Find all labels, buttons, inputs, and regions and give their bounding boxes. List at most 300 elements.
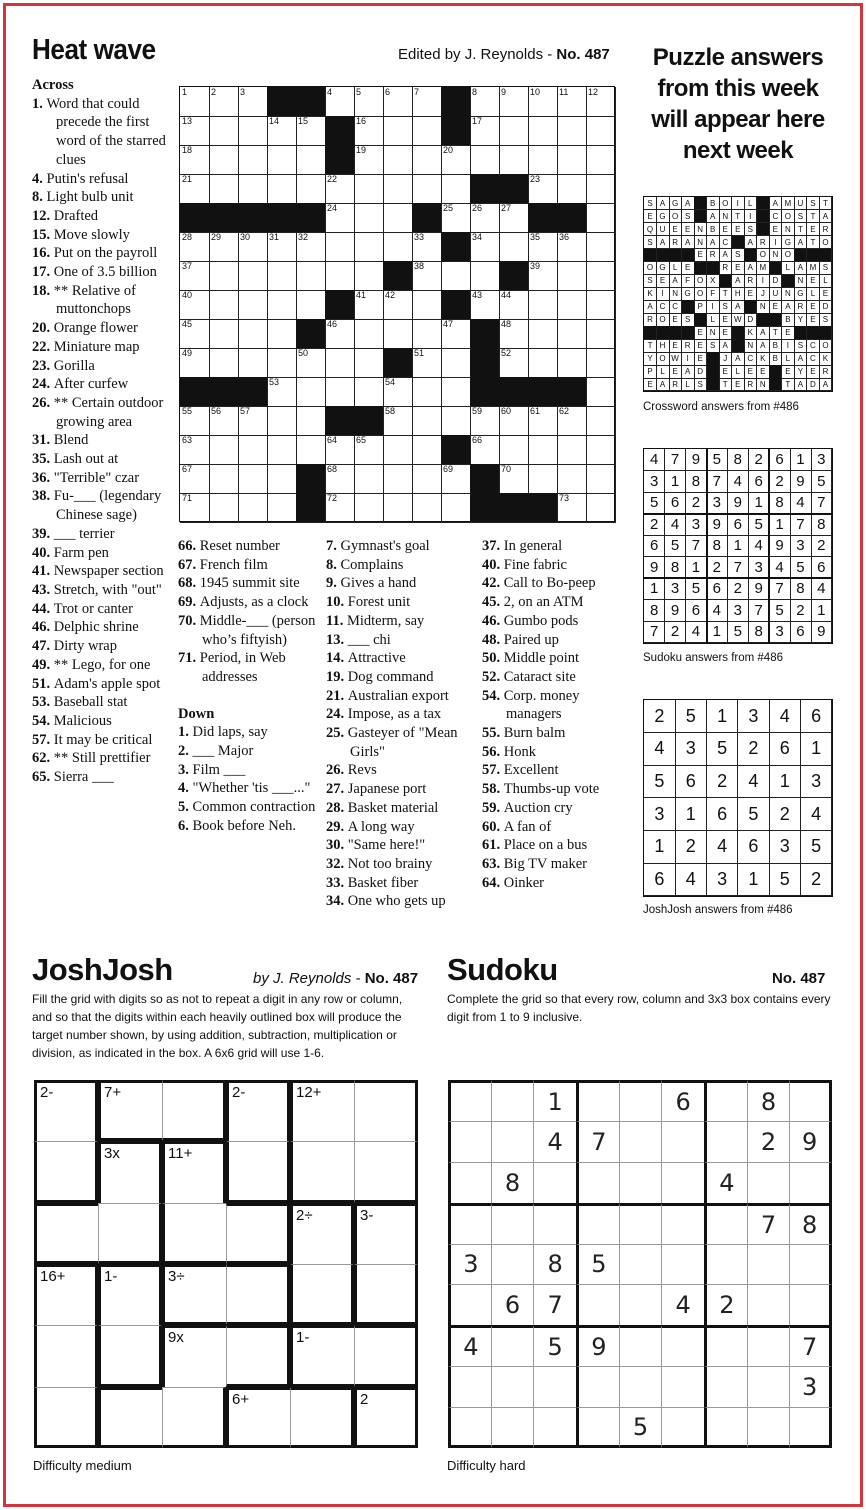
sudoku-cell[interactable] [747, 1325, 790, 1366]
crossword-cell[interactable] [528, 290, 558, 320]
crossword-cell[interactable] [238, 406, 268, 436]
crossword-cell[interactable] [267, 145, 297, 175]
sudoku-cell[interactable] [491, 1203, 534, 1244]
sudoku-cell[interactable] [661, 1366, 704, 1407]
crossword-cell[interactable] [412, 261, 442, 291]
sudoku-cell[interactable] [576, 1366, 619, 1407]
crossword-cell[interactable] [325, 174, 355, 204]
crossword-cell[interactable] [586, 493, 616, 523]
sudoku-cell[interactable] [704, 1121, 747, 1162]
sudoku-cell[interactable] [704, 1080, 747, 1121]
sudoku-cell[interactable]: 1 [533, 1080, 576, 1121]
crossword-cell[interactable] [499, 290, 529, 320]
sudoku-cell[interactable] [619, 1366, 662, 1407]
crossword-cell[interactable] [180, 261, 210, 291]
joshjosh-cell[interactable] [98, 1080, 162, 1141]
crossword-cell[interactable] [470, 435, 500, 465]
crossword-cell[interactable] [354, 174, 384, 204]
joshjosh-cell[interactable] [162, 1325, 226, 1386]
crossword-cell[interactable] [499, 435, 529, 465]
sudoku-cell[interactable] [619, 1162, 662, 1203]
joshjosh-cell[interactable] [226, 1141, 290, 1202]
crossword-cell[interactable] [441, 174, 471, 204]
sudoku-cell[interactable] [576, 1203, 619, 1244]
crossword-cell[interactable] [325, 232, 355, 262]
crossword-cell[interactable] [470, 87, 500, 117]
crossword-cell[interactable] [296, 435, 326, 465]
crossword-cell[interactable] [441, 348, 471, 378]
joshjosh-cell[interactable] [34, 1080, 98, 1141]
crossword-cell[interactable] [470, 261, 500, 291]
sudoku-cell[interactable]: 7 [747, 1203, 790, 1244]
crossword-cell[interactable] [238, 493, 268, 523]
crossword-cell[interactable] [267, 406, 297, 436]
crossword-cell[interactable] [209, 87, 239, 117]
crossword-cell[interactable] [383, 290, 413, 320]
crossword-cell[interactable] [383, 145, 413, 175]
joshjosh-cell[interactable] [162, 1387, 226, 1448]
crossword-cell[interactable] [238, 348, 268, 378]
sudoku-cell[interactable]: 5 [533, 1325, 576, 1366]
crossword-cell[interactable] [528, 116, 558, 146]
sudoku-cell[interactable] [448, 1121, 491, 1162]
sudoku-cell[interactable] [533, 1407, 576, 1448]
sudoku-cell[interactable] [619, 1284, 662, 1325]
crossword-cell[interactable] [412, 87, 442, 117]
crossword-cell[interactable] [325, 261, 355, 291]
crossword-cell[interactable] [180, 493, 210, 523]
crossword-cell[interactable] [557, 406, 587, 436]
crossword-cell[interactable] [325, 319, 355, 349]
crossword-cell[interactable] [267, 261, 297, 291]
crossword-cell[interactable] [325, 493, 355, 523]
crossword-cell[interactable] [180, 348, 210, 378]
sudoku-cell[interactable]: 4 [533, 1121, 576, 1162]
crossword-cell[interactable] [528, 464, 558, 494]
crossword-cell[interactable] [354, 290, 384, 320]
sudoku-cell[interactable] [789, 1244, 832, 1285]
crossword-cell[interactable] [586, 203, 616, 233]
joshjosh-cell[interactable] [354, 1141, 418, 1202]
crossword-cell[interactable] [209, 290, 239, 320]
crossword-cell[interactable] [383, 319, 413, 349]
joshjosh-cell[interactable] [162, 1080, 226, 1141]
crossword-cell[interactable] [557, 464, 587, 494]
crossword-grid[interactable] [179, 86, 615, 522]
crossword-cell[interactable] [412, 145, 442, 175]
sudoku-cell[interactable] [619, 1203, 662, 1244]
crossword-cell[interactable] [499, 348, 529, 378]
sudoku-cell[interactable] [491, 1325, 534, 1366]
sudoku-cell[interactable]: 4 [448, 1325, 491, 1366]
crossword-cell[interactable] [296, 290, 326, 320]
crossword-cell[interactable] [586, 290, 616, 320]
sudoku-cell[interactable] [576, 1162, 619, 1203]
crossword-cell[interactable] [557, 174, 587, 204]
crossword-cell[interactable] [354, 348, 384, 378]
crossword-cell[interactable] [499, 232, 529, 262]
sudoku-cell[interactable] [448, 1284, 491, 1325]
sudoku-cell[interactable] [661, 1244, 704, 1285]
crossword-cell[interactable] [354, 319, 384, 349]
crossword-cell[interactable] [470, 116, 500, 146]
sudoku-cell[interactable]: 7 [576, 1121, 619, 1162]
sudoku-cell[interactable] [789, 1080, 832, 1121]
sudoku-cell[interactable] [661, 1407, 704, 1448]
sudoku-cell[interactable] [576, 1284, 619, 1325]
sudoku-cell[interactable] [619, 1244, 662, 1285]
sudoku-cell[interactable] [747, 1244, 790, 1285]
sudoku-cell[interactable] [704, 1244, 747, 1285]
sudoku-cell[interactable]: 8 [491, 1162, 534, 1203]
sudoku-cell[interactable]: 6 [491, 1284, 534, 1325]
sudoku-cell[interactable] [661, 1325, 704, 1366]
crossword-cell[interactable] [238, 319, 268, 349]
crossword-cell[interactable] [180, 174, 210, 204]
crossword-cell[interactable] [209, 435, 239, 465]
crossword-cell[interactable] [441, 464, 471, 494]
crossword-cell[interactable] [586, 435, 616, 465]
crossword-cell[interactable] [470, 232, 500, 262]
sudoku-cell[interactable] [491, 1121, 534, 1162]
crossword-cell[interactable] [383, 406, 413, 436]
joshjosh-cell[interactable] [226, 1080, 290, 1141]
crossword-cell[interactable] [209, 464, 239, 494]
crossword-cell[interactable] [267, 348, 297, 378]
crossword-cell[interactable] [180, 435, 210, 465]
sudoku-cell[interactable] [704, 1407, 747, 1448]
sudoku-cell[interactable]: 9 [789, 1121, 832, 1162]
sudoku-cell[interactable]: 5 [576, 1244, 619, 1285]
crossword-cell[interactable] [528, 232, 558, 262]
crossword-cell[interactable] [180, 232, 210, 262]
sudoku-cell[interactable]: 4 [704, 1162, 747, 1203]
crossword-cell[interactable] [586, 232, 616, 262]
crossword-cell[interactable] [267, 377, 297, 407]
sudoku-cell[interactable] [619, 1080, 662, 1121]
crossword-cell[interactable] [296, 232, 326, 262]
crossword-cell[interactable] [528, 174, 558, 204]
sudoku-cell[interactable] [661, 1162, 704, 1203]
joshjosh-cell[interactable] [354, 1387, 418, 1448]
crossword-cell[interactable] [354, 435, 384, 465]
crossword-cell[interactable] [238, 145, 268, 175]
crossword-cell[interactable] [238, 261, 268, 291]
crossword-cell[interactable] [441, 377, 471, 407]
joshjosh-cell[interactable] [34, 1141, 98, 1202]
crossword-cell[interactable] [528, 145, 558, 175]
joshjosh-cell[interactable] [34, 1203, 98, 1264]
sudoku-cell[interactable]: 8 [533, 1244, 576, 1285]
sudoku-cell[interactable] [704, 1366, 747, 1407]
crossword-cell[interactable] [383, 377, 413, 407]
crossword-cell[interactable] [238, 87, 268, 117]
crossword-cell[interactable] [412, 464, 442, 494]
crossword-cell[interactable] [267, 290, 297, 320]
joshjosh-cell[interactable] [98, 1387, 162, 1448]
crossword-cell[interactable] [499, 145, 529, 175]
sudoku-cell[interactable]: 2 [747, 1121, 790, 1162]
sudoku-grid[interactable] [448, 1080, 832, 1448]
sudoku-cell[interactable]: 9 [576, 1325, 619, 1366]
crossword-cell[interactable] [180, 290, 210, 320]
sudoku-cell[interactable] [789, 1407, 832, 1448]
crossword-cell[interactable] [383, 174, 413, 204]
crossword-cell[interactable] [412, 435, 442, 465]
sudoku-cell[interactable] [619, 1325, 662, 1366]
crossword-cell[interactable] [296, 377, 326, 407]
crossword-cell[interactable] [209, 261, 239, 291]
crossword-cell[interactable] [354, 87, 384, 117]
crossword-cell[interactable] [209, 348, 239, 378]
crossword-cell[interactable] [325, 435, 355, 465]
crossword-cell[interactable] [470, 145, 500, 175]
crossword-cell[interactable] [238, 464, 268, 494]
sudoku-cell[interactable] [448, 1080, 491, 1121]
crossword-cell[interactable] [267, 319, 297, 349]
crossword-cell[interactable] [238, 232, 268, 262]
joshjosh-cell[interactable] [226, 1387, 290, 1448]
crossword-cell[interactable] [586, 406, 616, 436]
sudoku-cell[interactable]: 4 [661, 1284, 704, 1325]
crossword-cell[interactable] [354, 116, 384, 146]
crossword-cell[interactable] [267, 116, 297, 146]
crossword-cell[interactable] [557, 145, 587, 175]
crossword-cell[interactable] [557, 261, 587, 291]
sudoku-cell[interactable]: 7 [789, 1325, 832, 1366]
crossword-cell[interactable] [209, 116, 239, 146]
sudoku-cell[interactable] [789, 1284, 832, 1325]
crossword-cell[interactable] [528, 87, 558, 117]
crossword-cell[interactable] [267, 232, 297, 262]
crossword-cell[interactable] [354, 145, 384, 175]
joshjosh-cell[interactable] [354, 1080, 418, 1141]
sudoku-cell[interactable] [619, 1121, 662, 1162]
crossword-cell[interactable] [209, 174, 239, 204]
joshjosh-cell[interactable] [162, 1264, 226, 1325]
crossword-cell[interactable] [209, 406, 239, 436]
crossword-cell[interactable] [296, 261, 326, 291]
sudoku-cell[interactable]: 8 [789, 1203, 832, 1244]
joshjosh-cell[interactable] [98, 1141, 162, 1202]
crossword-cell[interactable] [354, 377, 384, 407]
crossword-cell[interactable] [586, 261, 616, 291]
crossword-cell[interactable] [441, 406, 471, 436]
sudoku-cell[interactable] [448, 1407, 491, 1448]
sudoku-cell[interactable] [491, 1244, 534, 1285]
crossword-cell[interactable] [209, 232, 239, 262]
crossword-cell[interactable] [383, 493, 413, 523]
sudoku-cell[interactable] [747, 1284, 790, 1325]
crossword-cell[interactable] [528, 261, 558, 291]
sudoku-cell[interactable] [491, 1407, 534, 1448]
crossword-cell[interactable] [528, 435, 558, 465]
joshjosh-cell[interactable] [290, 1264, 354, 1325]
sudoku-cell[interactable]: 6 [661, 1080, 704, 1121]
sudoku-cell[interactable]: 3 [789, 1366, 832, 1407]
crossword-cell[interactable] [325, 87, 355, 117]
crossword-cell[interactable] [441, 203, 471, 233]
joshjosh-cell[interactable] [98, 1203, 162, 1264]
crossword-cell[interactable] [499, 116, 529, 146]
sudoku-cell[interactable] [533, 1366, 576, 1407]
crossword-cell[interactable] [209, 145, 239, 175]
crossword-cell[interactable] [238, 290, 268, 320]
crossword-cell[interactable] [586, 319, 616, 349]
sudoku-cell[interactable] [661, 1121, 704, 1162]
sudoku-cell[interactable] [747, 1366, 790, 1407]
sudoku-cell[interactable] [576, 1080, 619, 1121]
sudoku-cell[interactable] [533, 1162, 576, 1203]
crossword-cell[interactable] [412, 116, 442, 146]
joshjosh-cell[interactable] [290, 1203, 354, 1264]
crossword-cell[interactable] [383, 464, 413, 494]
crossword-cell[interactable] [267, 435, 297, 465]
sudoku-cell[interactable]: 2 [704, 1284, 747, 1325]
crossword-cell[interactable] [238, 435, 268, 465]
crossword-cell[interactable] [499, 406, 529, 436]
joshjosh-cell[interactable] [290, 1141, 354, 1202]
joshjosh-cell[interactable] [226, 1203, 290, 1264]
sudoku-cell[interactable]: 8 [747, 1080, 790, 1121]
crossword-cell[interactable] [586, 145, 616, 175]
crossword-cell[interactable] [557, 348, 587, 378]
crossword-cell[interactable] [238, 174, 268, 204]
sudoku-cell[interactable] [533, 1203, 576, 1244]
crossword-cell[interactable] [557, 435, 587, 465]
crossword-cell[interactable] [586, 174, 616, 204]
crossword-cell[interactable] [557, 232, 587, 262]
crossword-cell[interactable] [383, 87, 413, 117]
crossword-cell[interactable] [180, 116, 210, 146]
crossword-cell[interactable] [470, 290, 500, 320]
crossword-cell[interactable] [180, 319, 210, 349]
crossword-cell[interactable] [209, 319, 239, 349]
crossword-cell[interactable] [412, 174, 442, 204]
sudoku-cell[interactable]: 7 [533, 1284, 576, 1325]
crossword-cell[interactable] [296, 174, 326, 204]
crossword-cell[interactable] [586, 116, 616, 146]
crossword-cell[interactable] [528, 319, 558, 349]
crossword-cell[interactable] [470, 406, 500, 436]
crossword-cell[interactable] [354, 232, 384, 262]
crossword-cell[interactable] [528, 406, 558, 436]
joshjosh-cell[interactable] [162, 1203, 226, 1264]
crossword-cell[interactable] [383, 435, 413, 465]
crossword-cell[interactable] [325, 377, 355, 407]
crossword-cell[interactable] [441, 145, 471, 175]
crossword-cell[interactable] [354, 203, 384, 233]
joshjosh-cell[interactable] [290, 1080, 354, 1141]
sudoku-cell[interactable] [491, 1080, 534, 1121]
crossword-cell[interactable] [586, 464, 616, 494]
crossword-cell[interactable] [325, 348, 355, 378]
crossword-cell[interactable] [441, 493, 471, 523]
crossword-cell[interactable] [325, 203, 355, 233]
crossword-cell[interactable] [412, 290, 442, 320]
sudoku-cell[interactable] [704, 1325, 747, 1366]
crossword-cell[interactable] [441, 261, 471, 291]
crossword-cell[interactable] [267, 464, 297, 494]
sudoku-cell[interactable]: 3 [448, 1244, 491, 1285]
crossword-cell[interactable] [180, 145, 210, 175]
crossword-cell[interactable] [499, 464, 529, 494]
crossword-cell[interactable] [412, 493, 442, 523]
joshjosh-cell[interactable] [290, 1387, 354, 1448]
crossword-cell[interactable] [383, 232, 413, 262]
sudoku-cell[interactable] [448, 1162, 491, 1203]
crossword-cell[interactable] [354, 464, 384, 494]
joshjosh-cell[interactable] [226, 1264, 290, 1325]
sudoku-cell[interactable] [448, 1203, 491, 1244]
sudoku-cell[interactable] [661, 1203, 704, 1244]
crossword-cell[interactable] [557, 87, 587, 117]
joshjosh-cell[interactable] [354, 1203, 418, 1264]
joshjosh-cell[interactable] [290, 1325, 354, 1386]
crossword-cell[interactable] [180, 87, 210, 117]
crossword-cell[interactable] [586, 377, 616, 407]
crossword-cell[interactable] [557, 116, 587, 146]
crossword-cell[interactable] [354, 493, 384, 523]
crossword-cell[interactable] [412, 232, 442, 262]
sudoku-cell[interactable]: 5 [619, 1407, 662, 1448]
crossword-cell[interactable] [557, 493, 587, 523]
crossword-cell[interactable] [499, 319, 529, 349]
crossword-cell[interactable] [499, 203, 529, 233]
joshjosh-cell[interactable] [34, 1325, 98, 1386]
joshjosh-cell[interactable] [34, 1264, 98, 1325]
crossword-cell[interactable] [296, 116, 326, 146]
crossword-cell[interactable] [412, 377, 442, 407]
crossword-cell[interactable] [296, 145, 326, 175]
crossword-cell[interactable] [557, 290, 587, 320]
crossword-cell[interactable] [180, 464, 210, 494]
crossword-cell[interactable] [557, 319, 587, 349]
crossword-cell[interactable] [412, 348, 442, 378]
crossword-cell[interactable] [180, 406, 210, 436]
sudoku-cell[interactable] [789, 1162, 832, 1203]
crossword-cell[interactable] [354, 261, 384, 291]
joshjosh-grid[interactable] [34, 1080, 418, 1448]
crossword-cell[interactable] [412, 406, 442, 436]
crossword-cell[interactable] [325, 464, 355, 494]
crossword-cell[interactable] [296, 348, 326, 378]
crossword-cell[interactable] [586, 348, 616, 378]
joshjosh-cell[interactable] [354, 1325, 418, 1386]
crossword-cell[interactable] [383, 116, 413, 146]
crossword-cell[interactable] [267, 493, 297, 523]
crossword-cell[interactable] [383, 203, 413, 233]
crossword-cell[interactable] [499, 87, 529, 117]
crossword-cell[interactable] [238, 116, 268, 146]
crossword-cell[interactable] [267, 174, 297, 204]
joshjosh-cell[interactable] [226, 1325, 290, 1386]
sudoku-cell[interactable] [747, 1407, 790, 1448]
joshjosh-cell[interactable] [34, 1387, 98, 1448]
crossword-cell[interactable] [586, 87, 616, 117]
sudoku-cell[interactable] [747, 1162, 790, 1203]
sudoku-cell[interactable] [448, 1366, 491, 1407]
sudoku-cell[interactable] [576, 1407, 619, 1448]
crossword-cell[interactable] [209, 493, 239, 523]
joshjosh-cell[interactable] [98, 1264, 162, 1325]
joshjosh-cell[interactable] [98, 1325, 162, 1386]
crossword-cell[interactable] [412, 319, 442, 349]
crossword-cell[interactable] [528, 348, 558, 378]
joshjosh-cell[interactable] [162, 1141, 226, 1202]
crossword-cell[interactable] [470, 203, 500, 233]
crossword-cell[interactable] [441, 319, 471, 349]
